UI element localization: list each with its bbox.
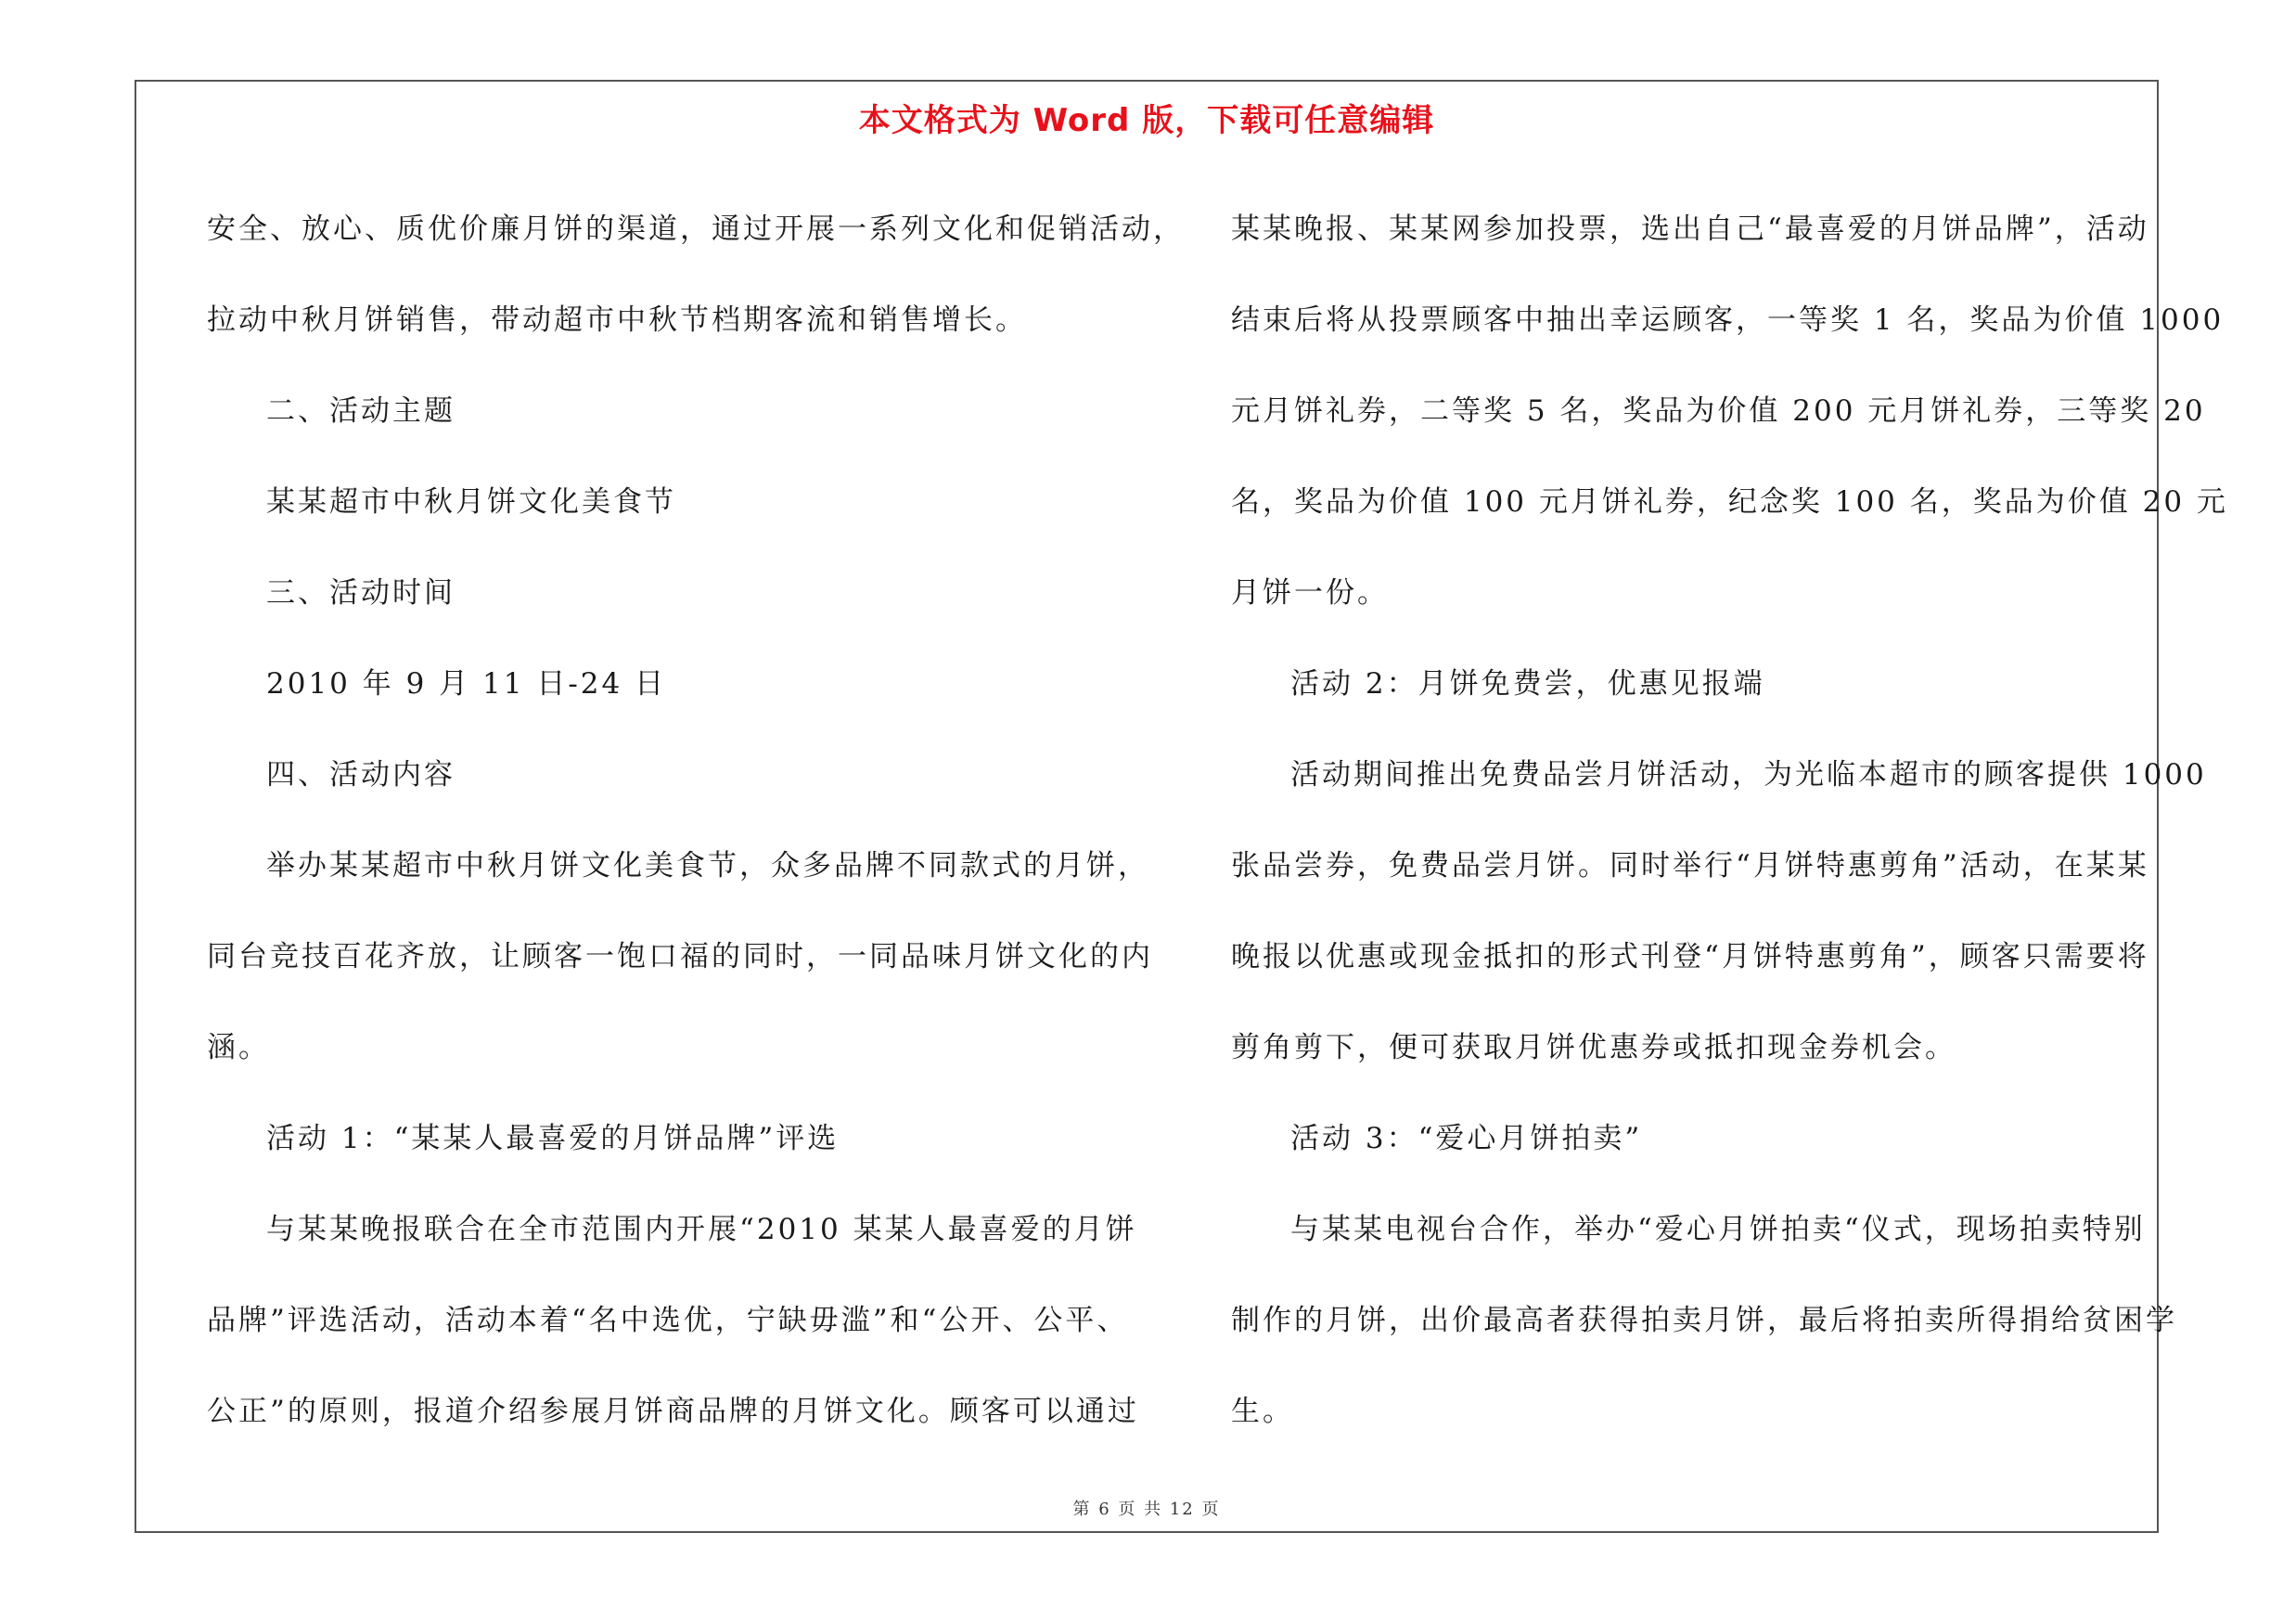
text-line: 制作的月饼，出价最高者获得拍卖月饼，最后将拍卖所得捐给贫困学 xyxy=(1231,1304,2177,1337)
text-line: 品牌”评选活动，活动本着“名中选优，宁缺毋滥”和“公开、公平、 xyxy=(207,1304,1129,1337)
text-line: 活动 2：月饼免费尝，优惠见报端 xyxy=(1290,667,1765,701)
text-line: 名，奖品为价值 100 元月饼礼券，纪念奖 100 名，奖品为价值 20 元 xyxy=(1231,485,2228,519)
text-line: 2010 年 9 月 11 日-24 日 xyxy=(266,667,667,701)
text-line: 生。 xyxy=(1231,1395,1294,1428)
text-line: 活动期间推出免费品尝月饼活动，为光临本超市的顾客提供 1000 xyxy=(1290,758,2207,792)
text-line: 拉动中秋月饼销售，带动超市中秋节档期客流和销售增长。 xyxy=(207,303,1027,337)
text-line: 张品尝券，免费品尝月饼。同时举行“月饼特惠剪角”活动，在某某 xyxy=(1231,849,2149,882)
text-line: 二、活动主题 xyxy=(266,394,455,428)
text-line: 与某某晚报联合在全市范围内开展“2010 某某人最喜爱的月饼 xyxy=(266,1213,1137,1246)
right-text-column xyxy=(1231,184,2228,1457)
text-line: 结束后将从投票顾客中抽出幸运顾客，一等奖 1 名，奖品为价值 1000 xyxy=(1231,303,2225,337)
text-line: 公正”的原则，报道介绍参展月饼商品牌的月饼文化。顾客可以通过 xyxy=(207,1395,1139,1428)
text-line: 某某超市中秋月饼文化美食节 xyxy=(266,485,676,519)
text-line: 举办某某超市中秋月饼文化美食节，众多品牌不同款式的月饼， xyxy=(266,849,1149,882)
page-number: 第 6 页 共 12 页 xyxy=(1072,1500,1221,1519)
text-line: 元月饼礼券，二等奖 5 名，奖品为价值 200 元月饼礼券，三等奖 20 xyxy=(1231,394,2206,428)
text-line: 剪角剪下，便可获取月饼优惠券或抵扣现金券机会。 xyxy=(1231,1031,1956,1064)
word-format-banner: 本文格式为 Word 版，下载可任意编辑 xyxy=(858,102,1435,139)
text-line: 涵。 xyxy=(207,1031,270,1064)
left-text-column xyxy=(207,184,1185,1457)
text-line: 四、活动内容 xyxy=(266,758,455,792)
text-line: 三、活动时间 xyxy=(266,576,455,610)
text-line: 活动 3：“爱心月饼拍卖” xyxy=(1290,1122,1643,1155)
text-line: 安全、放心、质优价廉月饼的渠道，通过开展一系列文化和促销活动， xyxy=(207,213,1185,246)
text-line: 某某晚报、某某网参加投票，选出自己“最喜爱的月饼品牌”，活动 xyxy=(1231,213,2149,246)
text-line: 同台竞技百花齐放，让顾客一饱口福的同时，一同品味月饼文化的内 xyxy=(207,940,1153,973)
text-line: 月饼一份。 xyxy=(1231,576,1389,610)
text-line: 与某某电视台合作，举办“爱心月饼拍卖“仪式，现场拍卖特别 xyxy=(1290,1213,2146,1246)
text-line: 晚报以优惠或现金抵扣的形式刊登“月饼特惠剪角”，顾客只需要将 xyxy=(1231,940,2149,973)
text-line: 活动 1：“某某人最喜爱的月饼品牌”评选 xyxy=(266,1122,840,1155)
page-frame xyxy=(135,80,2228,1533)
